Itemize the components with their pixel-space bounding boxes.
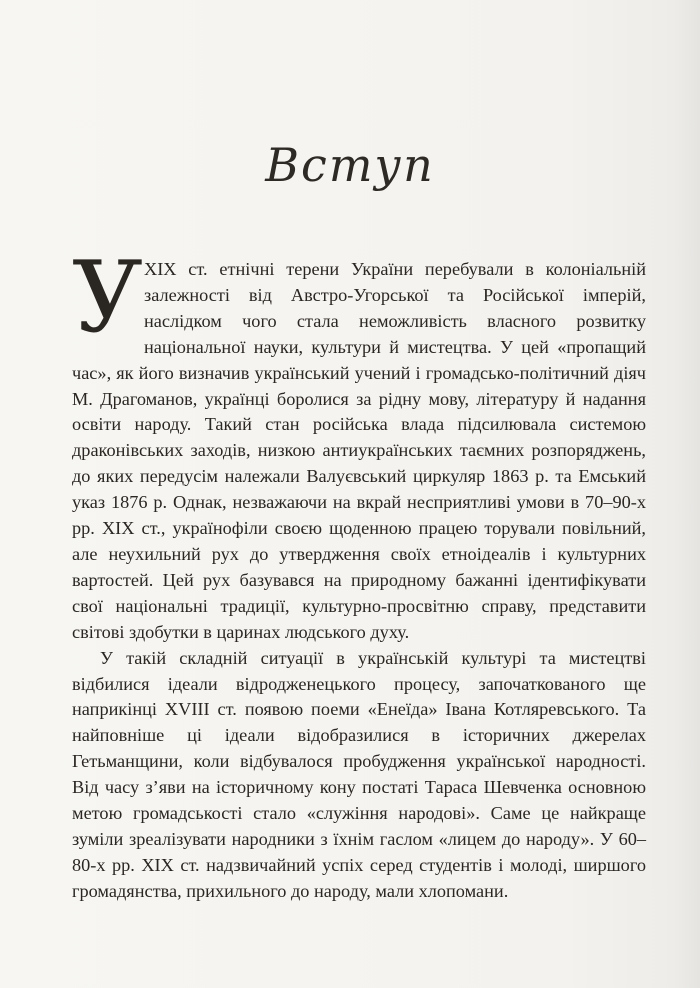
paragraph-2-text: У такій складній ситуації в українській культурі та мистецтві відбилися ідеали відродженецького процесу, започаткованого ще наприкінці XVIII ст. появою поеми «Енеїда» Івана Котляревського. Та найповніше ці ідеали відобразилися в історичних джерелах Гетьманщини, коли відбувалося пробудження української народності. Від часу з’яви на історичному кону постаті Тараса Шевченка основною метою громадськості стало «служіння народові». Саме це найкраще зуміли зреалізувати народники з їхнім гаслом «лицем до народу». У 60–80-х рр. XIX ст. надзвичайний успіх серед студентів і молоді, ширшого громадянства, прихильного до народу, мали хлопомани.: [72, 647, 646, 901]
paragraph-1-text: XIX ст. етнічні терени України перебували в колоніальній залежності від Австро-Угорської та Російської імперій, наслідком чого стала неможливість власного розвитку національної науки, культури й мистецтва. У цей «пропащий час», як його визначив український учений і громадсько-політичний діяч М. Драгоманов, українці боролися за рідну мову, літературу й надання освіти народу. Такий стан російська влада підсилювала системою драконівських заходів, низкою антиукраїнських таємних розпоряджень, до яких передусім належали Валуєвський циркуляр 1863 р. та Емський указ 1876 р. Однак, незважаючи на вкрай несприятливі умови в 70–90-х рр. XIX ст., українофіли своєю щоденною працею торували повільний, але неухильний рух до утвердження своїх етноідеалів і культурних вартостей. Цей рух базувався на природному бажанні ідентифікувати свої національні традиції, культурно-просвітню справу, представити світові здобутки в царинах людського духу.: [72, 259, 646, 642]
paragraph-1: [72, 241, 646, 646]
chapter-title: Вступ: [265, 138, 435, 192]
chapter-body: [72, 241, 646, 905]
paragraph-2: [72, 646, 646, 905]
drop-cap: У: [72, 241, 143, 355]
